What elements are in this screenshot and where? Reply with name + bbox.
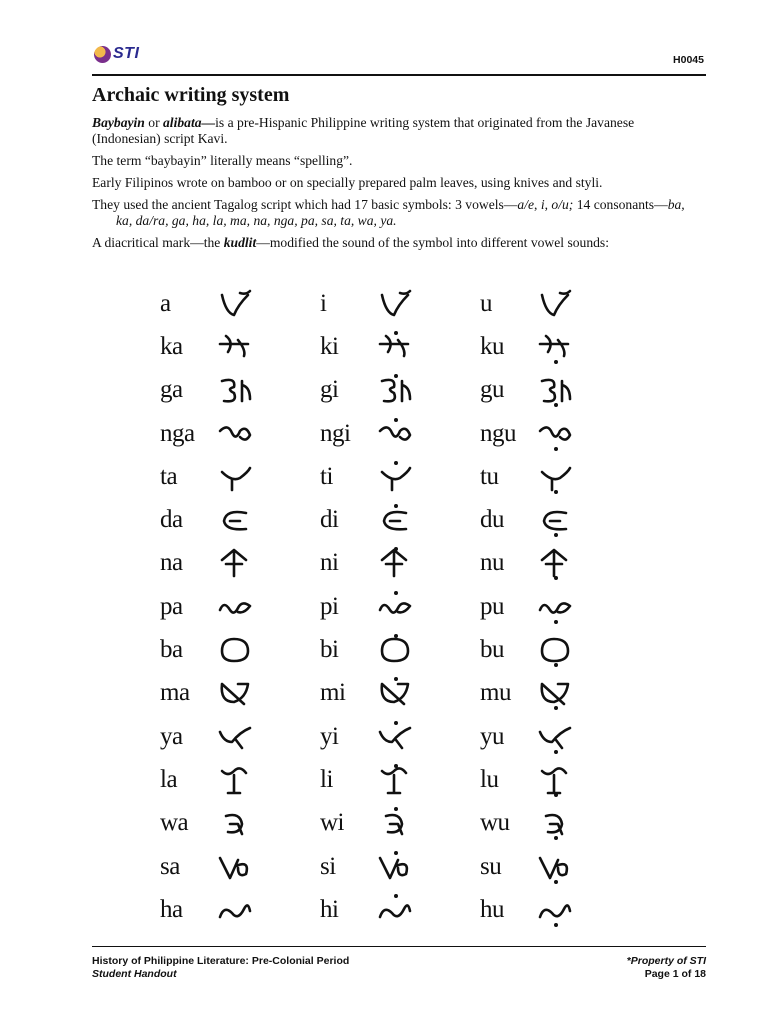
- latin-syllable: ngi: [320, 419, 351, 447]
- latin-syllable: pi: [320, 592, 339, 620]
- intro-rest: is a pre-Hispanic Philippine writing system that originated from the Javanese (Indonesian) script Kavi.: [92, 115, 635, 146]
- syllabary-cell: [480, 412, 640, 455]
- latin-syllable: wi: [320, 809, 344, 837]
- baybayin-glyph-icon: [216, 287, 260, 321]
- baybayin-glyph-icon: [536, 763, 580, 797]
- latin-syllable: yi: [320, 722, 339, 750]
- baybayin-glyph-icon: [376, 893, 420, 927]
- logo-text: STI: [113, 45, 140, 62]
- syllabary-cell: [480, 498, 640, 541]
- footer-right: [627, 955, 706, 981]
- page-header: [92, 38, 706, 76]
- consonants-lead: 14 consonants—: [573, 197, 668, 212]
- baybayin-glyph-icon: [216, 417, 260, 451]
- baybayin-glyph-icon: [536, 373, 580, 407]
- baybayin-glyph-icon: [216, 720, 260, 754]
- syllabary-cell: [320, 412, 480, 455]
- handout-label: Student Handout: [92, 968, 177, 980]
- syllabary-cell: [320, 542, 480, 585]
- syllabary-cell: [160, 498, 320, 541]
- latin-syllable: hi: [320, 895, 339, 923]
- syllabary-cell: [320, 628, 480, 671]
- syllabary-cell: [480, 325, 640, 368]
- baybayin-glyph-icon: [216, 633, 260, 667]
- consonant-list: ba, ka, da/ra, ga, ha, la, ma, na, nga, pa, sa, ta, wa, ya.: [116, 197, 685, 228]
- latin-syllable: pa: [160, 592, 183, 620]
- latin-syllable: bu: [480, 636, 504, 664]
- sti-logo: [94, 42, 139, 66]
- syllabary-cell: [160, 845, 320, 888]
- syllabary-cell: [480, 282, 640, 325]
- syllabary-cell: [480, 369, 640, 412]
- latin-syllable: sa: [160, 852, 180, 880]
- latin-syllable: mu: [480, 679, 511, 707]
- syllabary-cell: [480, 715, 640, 758]
- latin-syllable: ku: [480, 332, 504, 360]
- writing-materials-paragraph: Early Filipinos wrote on bamboo or on specially prepared palm leaves, using knives and styli.: [92, 175, 603, 190]
- term-baybayin: Baybayin: [92, 115, 145, 130]
- syllabary-cell: [480, 888, 640, 931]
- page-title: Archaic writing system: [92, 84, 290, 106]
- latin-syllable: du: [480, 506, 504, 534]
- syllabary-cell: [160, 542, 320, 585]
- latin-syllable: ni: [320, 549, 339, 577]
- syllabary-cell: [320, 672, 480, 715]
- latin-syllable: ngu: [480, 419, 516, 447]
- latin-syllable: u: [480, 289, 492, 317]
- syllabary-cell: [320, 585, 480, 628]
- syllabary-cell: [320, 455, 480, 498]
- syllabary-cell: [320, 282, 480, 325]
- baybayin-glyph-icon: [376, 417, 420, 451]
- latin-syllable: ma: [160, 679, 190, 707]
- syllabary-cell: [320, 888, 480, 931]
- term-kudlit: kudlit: [223, 235, 257, 250]
- baybayin-glyph-icon: [376, 720, 420, 754]
- term-meaning-paragraph: The term “baybayin” literally means “spelling”.: [92, 153, 353, 168]
- syllabary-cell: [480, 585, 640, 628]
- kudlit-rest: —modified the sound of the symbol into different vowel sounds:: [256, 235, 610, 250]
- vowel-i: i: [540, 197, 545, 212]
- syllabary-cell: [320, 369, 480, 412]
- footer-left: [92, 955, 349, 981]
- baybayin-glyph-icon: [536, 503, 580, 537]
- latin-syllable: hu: [480, 895, 504, 923]
- syllabary-cell: [320, 325, 480, 368]
- latin-syllable: ki: [320, 332, 339, 360]
- baybayin-glyph-icon: [376, 460, 420, 494]
- term-alibata: alibata—: [163, 115, 216, 130]
- syllabary-cell: [480, 455, 640, 498]
- baybayin-glyph-icon: [536, 850, 580, 884]
- latin-syllable: la: [160, 765, 178, 793]
- latin-syllable: ha: [160, 895, 183, 923]
- syllabary-cell: [160, 802, 320, 845]
- intro-paragraph: [92, 115, 702, 147]
- syllabary-cell: [160, 585, 320, 628]
- baybayin-glyph-icon: [216, 590, 260, 624]
- symbols-lead: They used the ancient Tagalog script which had 17 basic symbols: 3 vowels—: [92, 197, 518, 212]
- latin-syllable: i: [320, 289, 327, 317]
- baybayin-glyph-icon: [216, 893, 260, 927]
- latin-syllable: bi: [320, 636, 339, 664]
- latin-syllable: si: [320, 852, 336, 880]
- latin-syllable: ka: [160, 332, 183, 360]
- baybayin-glyph-icon: [376, 330, 420, 364]
- syllabary-cell: [320, 845, 480, 888]
- baybayin-glyph-icon: [536, 633, 580, 667]
- latin-syllable: nga: [160, 419, 195, 447]
- baybayin-glyph-icon: [376, 373, 420, 407]
- latin-syllable: a: [160, 289, 171, 317]
- syllabary-cell: [480, 758, 640, 801]
- syllabary-cell: [160, 888, 320, 931]
- baybayin-glyph-icon: [376, 287, 420, 321]
- syllabary-cell: [480, 628, 640, 671]
- baybayin-glyph-icon: [376, 806, 420, 840]
- latin-syllable: gu: [480, 376, 504, 404]
- vowel-a: a/e: [517, 197, 535, 212]
- latin-syllable: pu: [480, 592, 504, 620]
- latin-syllable: ga: [160, 376, 183, 404]
- latin-syllable: wu: [480, 809, 510, 837]
- vowel-u: o/u;: [551, 197, 574, 212]
- baybayin-glyph-icon: [536, 806, 580, 840]
- baybayin-glyph-icon: [216, 850, 260, 884]
- latin-syllable: da: [160, 506, 183, 534]
- baybayin-glyph-icon: [216, 460, 260, 494]
- latin-syllable: yu: [480, 722, 504, 750]
- baybayin-glyph-icon: [536, 287, 580, 321]
- syllabary-cell: [160, 628, 320, 671]
- baybayin-glyph-icon: [536, 330, 580, 364]
- property-label: *Property of STI: [626, 955, 706, 967]
- latin-syllable: lu: [480, 765, 499, 793]
- baybayin-glyph-icon: [216, 503, 260, 537]
- sep: ,: [534, 197, 541, 212]
- baybayin-glyph-icon: [216, 763, 260, 797]
- syllabary-cell: [480, 802, 640, 845]
- globe-icon: [94, 46, 111, 63]
- baybayin-syllabary: [160, 282, 660, 931]
- baybayin-glyph-icon: [216, 546, 260, 580]
- latin-syllable: su: [480, 852, 502, 880]
- syllabary-cell: [160, 369, 320, 412]
- baybayin-glyph-icon: [536, 676, 580, 710]
- latin-syllable: nu: [480, 549, 504, 577]
- baybayin-glyph-icon: [376, 850, 420, 884]
- latin-syllable: ti: [320, 462, 333, 490]
- baybayin-glyph-icon: [216, 373, 260, 407]
- syllabary-cell: [480, 845, 640, 888]
- main-content: [92, 84, 702, 257]
- latin-syllable: ta: [160, 462, 178, 490]
- baybayin-glyph-icon: [376, 590, 420, 624]
- kudlit-lead: A diacritical mark—the: [92, 235, 224, 250]
- syllabary-cell: [320, 802, 480, 845]
- syllabary-cell: [480, 672, 640, 715]
- latin-syllable: ya: [160, 722, 183, 750]
- baybayin-glyph-icon: [536, 460, 580, 494]
- symbols-paragraph: [92, 197, 702, 229]
- baybayin-glyph-icon: [376, 503, 420, 537]
- latin-syllable: wa: [160, 809, 189, 837]
- page-number: Page 1 of 18: [644, 968, 706, 980]
- latin-syllable: di: [320, 506, 339, 534]
- baybayin-glyph-icon: [376, 633, 420, 667]
- syllabary-cell: [160, 412, 320, 455]
- latin-syllable: ba: [160, 636, 183, 664]
- baybayin-glyph-icon: [216, 676, 260, 710]
- syllabary-cell: [320, 498, 480, 541]
- baybayin-glyph-icon: [216, 806, 260, 840]
- syllabary-cell: [160, 758, 320, 801]
- kudlit-paragraph: [92, 235, 702, 251]
- baybayin-glyph-icon: [376, 763, 420, 797]
- page-footer: [92, 946, 706, 983]
- course-title: History of Philippine Literature: Pre-Colonial Period: [92, 955, 350, 967]
- syllabary-cell: [160, 672, 320, 715]
- syllabary-cell: [160, 282, 320, 325]
- latin-syllable: na: [160, 549, 183, 577]
- syllabary-cell: [480, 542, 640, 585]
- baybayin-glyph-icon: [536, 893, 580, 927]
- intro-or: or: [144, 115, 163, 130]
- latin-syllable: gi: [320, 376, 339, 404]
- latin-syllable: mi: [320, 679, 346, 707]
- baybayin-glyph-icon: [536, 417, 580, 451]
- sep: ,: [544, 197, 552, 212]
- document-code: H0045: [673, 54, 704, 66]
- latin-syllable: li: [320, 765, 333, 793]
- syllabary-cell: [320, 758, 480, 801]
- syllabary-cell: [160, 455, 320, 498]
- syllabary-cell: [320, 715, 480, 758]
- syllabary-cell: [160, 715, 320, 758]
- syllabary-cell: [160, 325, 320, 368]
- baybayin-glyph-icon: [536, 546, 580, 580]
- baybayin-glyph-icon: [216, 330, 260, 364]
- baybayin-glyph-icon: [376, 676, 420, 710]
- latin-syllable: tu: [480, 462, 499, 490]
- baybayin-glyph-icon: [376, 546, 420, 580]
- baybayin-glyph-icon: [536, 590, 580, 624]
- baybayin-glyph-icon: [536, 720, 580, 754]
